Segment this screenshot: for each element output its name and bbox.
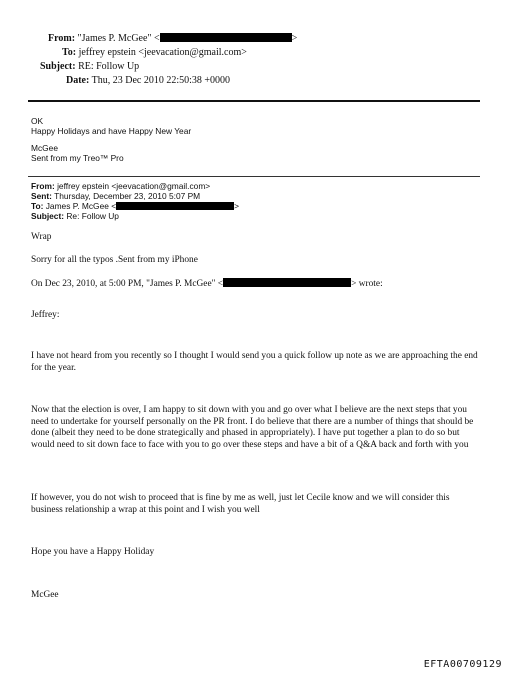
mcgee-paragraph-3: If however, you do not wish to proceed that is fine by me as well, just let Cecile know and we will consider this business relationship a wrap at this point and I wish you well <box>31 493 450 515</box>
reply-line-holidays: Happy Holidays and have Happy New Year <box>31 126 192 136</box>
quoted-from-label: From: <box>31 181 55 191</box>
mcgee-closing: Hope you have a Happy Holiday <box>31 547 155 557</box>
quoted-from-value: jeffrey epstein <jeevacation@gmail.com> <box>57 181 211 191</box>
header-date-label: Date: <box>66 75 90 86</box>
mcgee-paragraph-1: I have not heard from you recently so I thought I would send you a quick follow up note as we are approaching the end for the year. <box>31 351 478 373</box>
redaction-block <box>223 278 351 287</box>
quoted-to-value: James P. McGee < <box>45 201 117 211</box>
reply-signature-device: Sent from my Treo™ Pro <box>31 153 124 163</box>
header-from-row <box>48 33 297 45</box>
quoted-to-suffix: > <box>234 201 240 211</box>
redaction-block <box>116 202 234 210</box>
epstein-line-typos: Sorry for all the typos .Sent from my iPhone <box>31 255 198 265</box>
header-date-row <box>66 75 230 87</box>
header-subject-label: Subject: <box>40 61 76 72</box>
header-subject-value: RE: Follow Up <box>78 61 140 72</box>
header-date-value: Thu, 23 Dec 2010 22:50:38 +0000 <box>91 75 231 86</box>
epstein-line-wrap: Wrap <box>31 232 52 242</box>
wrote-prefix: On Dec 23, 2010, at 5:00 PM, "James P. McGee" < <box>31 279 224 289</box>
wrote-line <box>31 278 383 289</box>
header-to-label: To: <box>62 47 77 58</box>
quoted-sent-row <box>31 191 200 201</box>
quoted-subject-label: Subject: <box>31 211 65 221</box>
quoted-from-row <box>31 181 210 191</box>
header-from-suffix: > <box>291 33 298 44</box>
redaction-block <box>160 33 292 42</box>
quote-divider <box>28 176 480 177</box>
header-from-label: From: <box>48 33 76 44</box>
wrote-suffix: > wrote: <box>351 279 383 289</box>
header-subject-row <box>40 61 139 73</box>
quoted-subject-row <box>31 211 119 221</box>
header-divider <box>28 100 480 102</box>
mcgee-signature: McGee <box>31 590 59 600</box>
quoted-sent-value: Thursday, December 23, 2010 5:07 PM <box>54 191 201 201</box>
header-to-row <box>62 47 247 59</box>
quoted-sent-label: Sent: <box>31 191 52 201</box>
mcgee-paragraph-2: Now that the election is over, I am happy to sit down with you and go over what I believe are the next steps that you need to undertake for yourself personally on the PR front. I do believe that there are a number of things that should be done (albeit they need to be done strategically and phased in appropriately). I have put together a plan to do so but would need to sit down face to face with you to go over these steps and have a bit of a Q&A back and forth with you <box>31 405 474 450</box>
quoted-to-label: To: <box>31 201 44 211</box>
header-to-value: jeffrey epstein <jeevacation@gmail.com> <box>78 47 247 58</box>
mcgee-greeting: Jeffrey: <box>31 310 60 320</box>
header-from-value: "James P. McGee" < <box>77 33 160 44</box>
quoted-to-row <box>31 201 239 211</box>
reply-line-ok: OK <box>31 116 44 126</box>
quoted-subject-value: Re: Follow Up <box>66 211 119 221</box>
reply-signature-name: McGee <box>31 143 58 153</box>
bates-number: EFTA00709129 <box>423 659 502 670</box>
